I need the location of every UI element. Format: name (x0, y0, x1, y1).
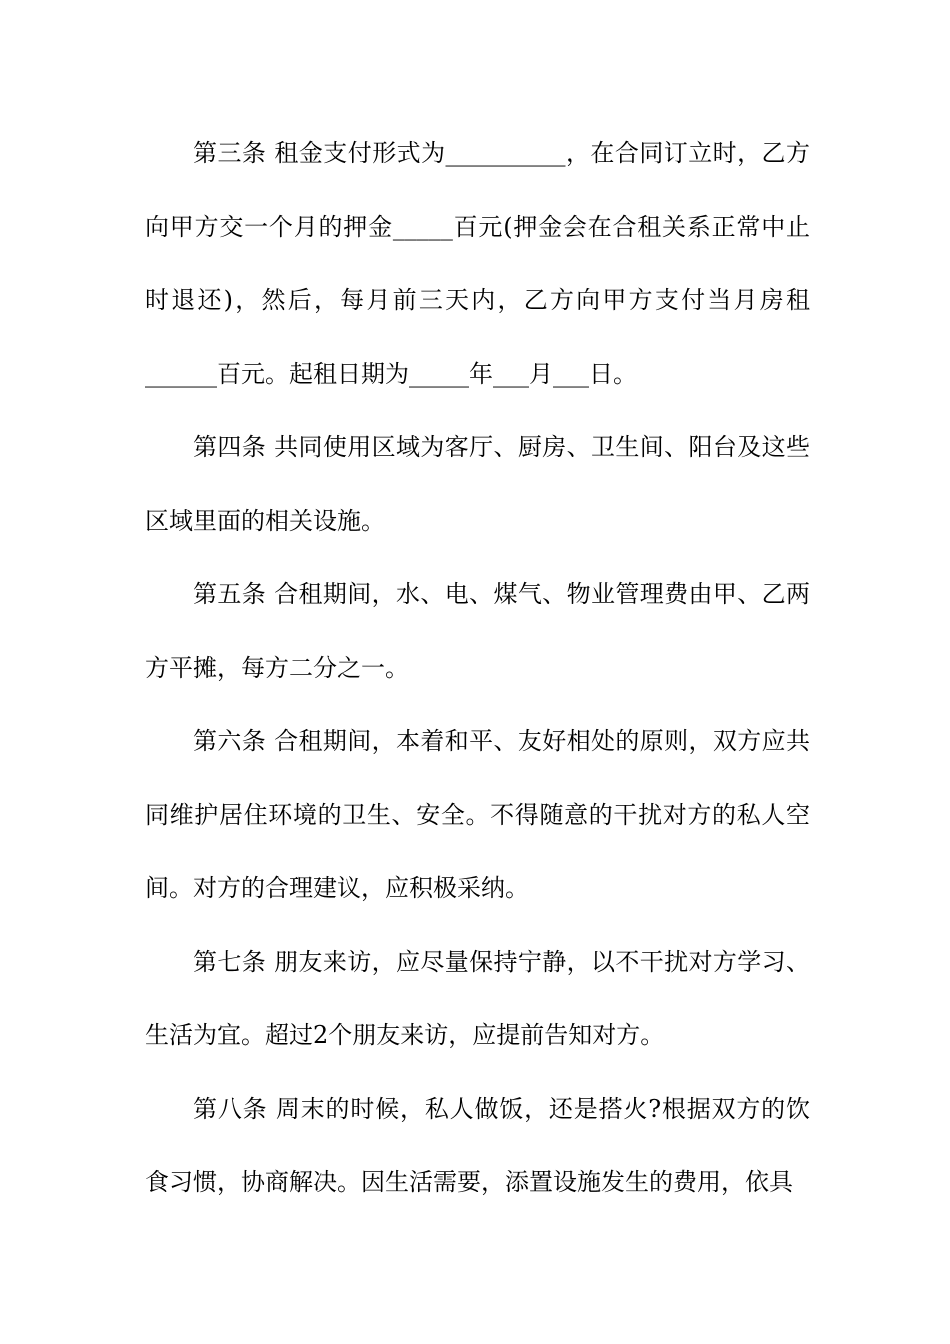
clause-3-paragraph: 第三条 租金支付形式为__________，在合同订立时，乙方向甲方交一个月的押金_____百元(押金会在合租关系正常中止时退还)，然后，每月前三天内，乙方向甲方支付当月房租______百元。起租日期为_____年___月___日。 (145, 139, 810, 388)
clause-7-paragraph: 第七条 朋友来访，应尽量保持宁静，以不干扰对方学习、生活为宜。超过2个朋友来访，应提前告知对方。 (145, 947, 810, 1049)
clause-4-paragraph: 第四条 共同使用区域为客厅、厨房、卫生间、阳台及这些区域里面的相关设施。 (145, 433, 810, 535)
clause-6-paragraph: 第六条 合租期间，本着和平、友好相处的原则，双方应共同维护居住环境的卫生、安全。不得随意的干扰对方的私人空间。对方的合理建议，应积极采纳。 (145, 727, 810, 902)
clause-5-paragraph: 第五条 合租期间，水、电、煤气、物业管理费由甲、乙两方平摊，每方二分之一。 (145, 580, 810, 682)
clause-8-paragraph: 第八条 周末的时候，私人做饭，还是搭火?根据双方的饮食习惯，协商解决。因生活需要，添置设施发生的费用，依具 (145, 1094, 810, 1196)
document-body (145, 117, 810, 1220)
